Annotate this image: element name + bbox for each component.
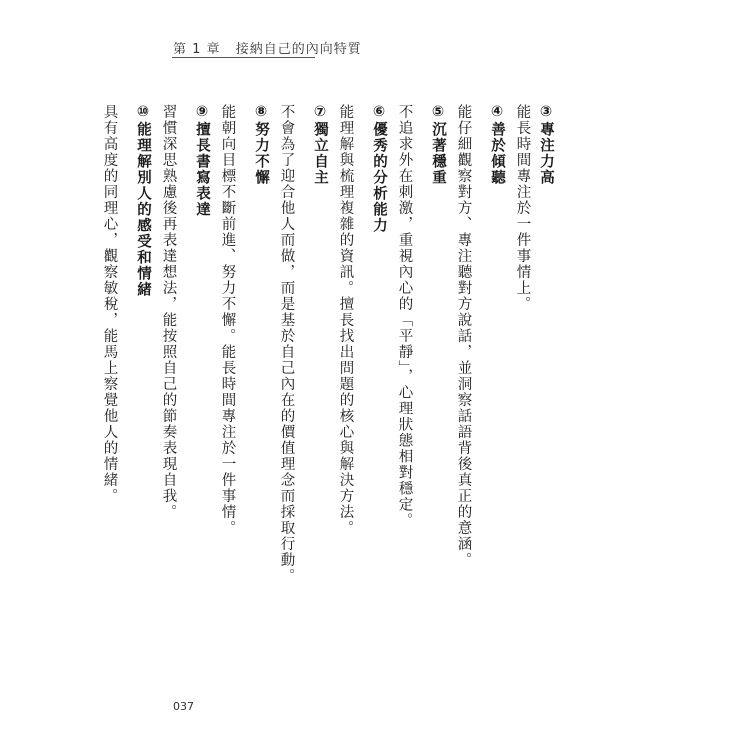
section-text: 具有高度的同理心，觀察敏稅，能馬上察覺他人的情緒。 xyxy=(101,104,118,504)
section-heading: ⑨擅長書寫表達 xyxy=(194,104,210,218)
chapter-label: 第 1 章 xyxy=(173,42,221,57)
section-text: 能朝向目標不斷前進、努力不懈。能長時間專注於一件事情。 xyxy=(219,104,236,536)
header-rule xyxy=(172,57,315,58)
page-number: 037 xyxy=(173,700,194,713)
vertical-body-text xyxy=(101,104,557,624)
section-heading: ⑦獨立自主 xyxy=(312,104,328,186)
section-heading: ③專注力高 xyxy=(538,104,554,186)
section-heading: ④善於傾聽 xyxy=(489,104,505,186)
section-text: 能長時間專注於一件事情上。 xyxy=(514,104,531,312)
chapter-title: 接納自己的內向特質 xyxy=(235,42,362,57)
running-header xyxy=(173,38,362,57)
section-text: 能仔細觀察對方、專注聽對方說話，並洞察話語背後真正的意涵。 xyxy=(455,104,472,568)
section-text: 不會為了迎合他人而做，而是基於自己內在的價值理念而採取行動。 xyxy=(278,104,295,584)
section-heading: ⑩能理解別人的感受和情緒 xyxy=(135,104,151,298)
section-heading: ⑤沉著穩重 xyxy=(430,104,446,186)
section-heading: ⑥優秀的分析能力 xyxy=(371,104,387,234)
section-text: 習慣深思熟慮後再表達想法，能按照自己的節奏表現自我。 xyxy=(160,104,177,520)
section-text: 能理解與梳理複雜的資訊。擅長找出問題的核心與解決方法。 xyxy=(337,104,354,536)
section-text: 不追求外在刺激，重視內心的「平靜」，心理狀態相對穩定。 xyxy=(396,104,413,529)
section-heading: ⑧努力不懈 xyxy=(253,104,269,186)
